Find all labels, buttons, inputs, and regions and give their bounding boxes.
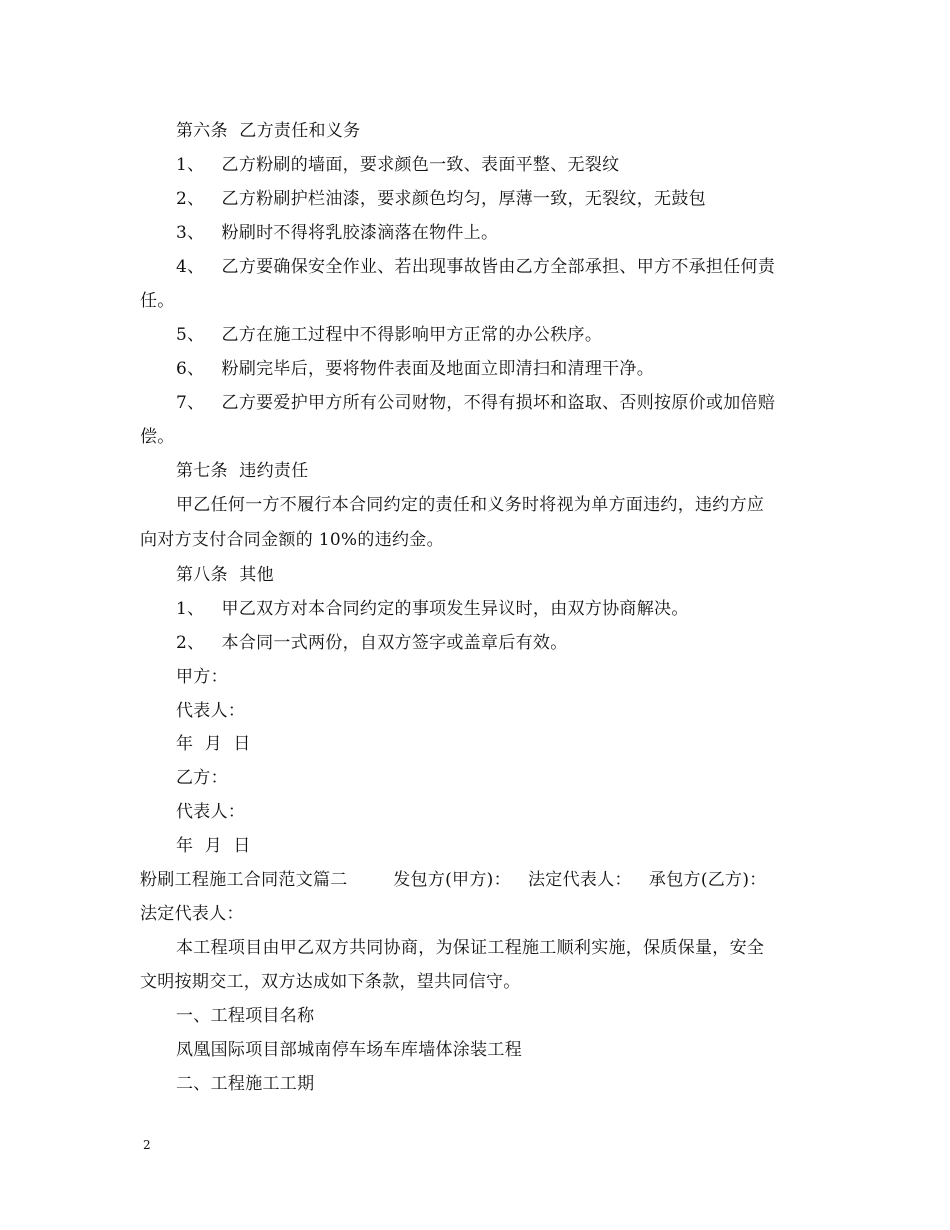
article-seven-paragraph-continuation: 向对方支付合同金额的 10%的违约金。 — [140, 530, 444, 550]
page-number: 2 — [143, 1138, 151, 1152]
article-six-item-7: 7、 乙方要爱护甲方所有公司财物，不得有损坏和盗取、否则按原价或加倍赔 — [176, 393, 776, 413]
article-seven-heading: 第七条 违约责任 — [176, 461, 309, 481]
party-a-representative-label: 代表人： — [176, 701, 246, 721]
article-six-heading: 第六条 乙方责任和义务 — [176, 121, 361, 141]
legal-representative-label: 法定代表人： — [140, 904, 244, 924]
intro-paragraph-continuation: 文明按期交工，双方达成如下条款，望共同信守。 — [140, 972, 521, 992]
article-eight-item-1: 1、 甲乙双方对本合同约定的事项发生异议时，由双方协商解决。 — [176, 599, 689, 619]
construction-period-heading: 二、工程施工工期 — [176, 1074, 315, 1094]
article-six-item-5: 5、 乙方在施工过程中不得影响甲方正常的办公秩序。 — [176, 325, 603, 345]
article-six-item-2: 2、 乙方粉刷护栏油漆，要求颜色均匀，厚薄一致，无裂纹，无鼓包 — [176, 189, 706, 209]
party-a-date-label: 年 月 日 — [176, 734, 251, 754]
article-six-item-4: 4、 乙方要确保安全作业、若出现事故皆由乙方全部承担、甲方不承担任何责 — [176, 257, 776, 277]
project-name-value: 凤凰国际项目部城南停车场车库墙体涂装工程 — [176, 1040, 522, 1060]
article-six-item-6: 6、 粉刷完毕后，要将物件表面及地面立即清扫和清理干净。 — [176, 359, 655, 379]
party-b-date-label: 年 月 日 — [176, 836, 251, 856]
intro-paragraph: 本工程项目由甲乙双方共同协商，为保证工程施工顺利实施，保质保量，安全 — [176, 938, 765, 958]
article-six-item-3: 3、 粉刷时不得将乳胶漆滴落在物件上。 — [176, 223, 499, 243]
article-seven-paragraph: 甲乙任何一方不履行本合同约定的责任和义务时将视为单方面违约，违约方应 — [176, 495, 765, 515]
article-eight-item-2: 2、 本合同一式两份，自双方签字或盖章后有效。 — [176, 633, 568, 653]
article-eight-heading: 第八条 其他 — [176, 565, 274, 585]
article-six-item-1: 1、 乙方粉刷的墙面，要求颜色一致、表面平整、无裂纹 — [176, 155, 620, 175]
second-contract-title-line: 粉刷工程施工合同范文篇二 发包方(甲方)： 法定代表人： 承包方(乙方)： — [140, 870, 767, 890]
party-a-label: 甲方： — [176, 667, 228, 687]
project-name-heading: 一、工程项目名称 — [176, 1006, 315, 1026]
article-six-item-4-continuation: 任。 — [140, 291, 175, 311]
article-six-item-7-continuation: 偿。 — [140, 427, 175, 447]
party-b-representative-label: 代表人： — [176, 802, 246, 822]
party-b-label: 乙方： — [176, 768, 228, 788]
